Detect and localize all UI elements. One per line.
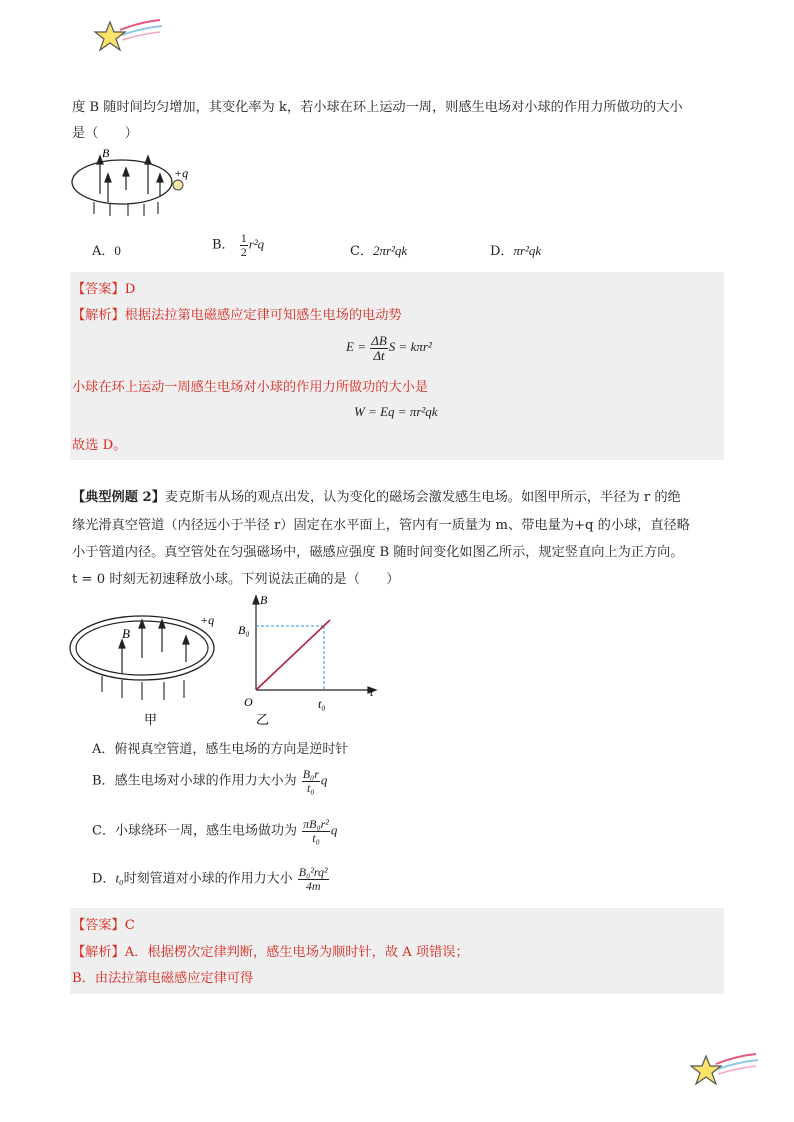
q2-b-t-graph [234,588,384,730]
q2-answer: 【答案】C [72,918,135,933]
q1-option-a[interactable]: A．0 [92,243,121,259]
q2-graph-tick-b0: B₀ [238,623,250,637]
q1-stem-line1: 度 B 随时间均匀增加，其变化率为 k，若小球在环上运动一周，则感生电场对小球的作用力所做功的大小 [72,100,683,115]
q2-analysis-2: B．由法拉第电磁感应定律可得 [72,971,254,986]
q1-analysis-2: 小球在环上运动一周感生电场对小球的作用力所做功的大小是 [72,380,429,395]
q1-answer: 【答案】D [72,282,136,297]
q2-option-c[interactable]: C．小球绕环一周，感生电场做功为 $\frac{\text{πB₀r²}}{\text{t₀}}$ q [92,817,338,845]
q2-tube-figure [66,604,236,728]
q1-option-d[interactable]: D．πr²qk [490,243,542,259]
q2-graph-axis-t: t [370,685,374,699]
q1-ring-figure [64,146,204,218]
q2-graph-tick-t0: t₀ [318,697,326,711]
star-logo-bottom-icon [688,1050,760,1092]
q1-option-b[interactable]: B． $\frac{1}{2}$ r²q [212,231,265,259]
q2-option-b[interactable]: B．感生电场对小球的作用力大小为 $\frac{\text{B₀r}}{\text{t₀}}$ q [92,767,328,795]
q1-stem-line2: 是（ ） [72,126,138,141]
q2-graph-origin: O [244,695,253,709]
q2-fig-label-b: B [122,626,130,641]
q1-equation-work: W = Eq = πr²qk [354,404,438,419]
q2-graph-axis-b: B [260,593,268,607]
q2-option-d[interactable]: D．t₀时刻管道对小球的作用力大小 $\frac{\text{B₀²rq²}}{4m}$ [92,865,328,893]
q2-fig-label-q: +q [200,613,215,627]
q2-fig-caption-jia: 甲 [144,712,158,727]
q1-equation-emf: E = $\frac{\Delta B}{\Delta t}$ S = kπr² [346,333,432,363]
star-logo-top-icon [92,16,164,58]
q2-fig-caption-yi: 乙 [256,712,270,727]
q1-option-c[interactable]: C．2πr²qk [350,243,408,259]
q1-fig-label-b: B [102,146,110,160]
q2-stem-line4: t = 0 时刻无初速释放小球。下列说法正确的是（ ） [72,572,400,587]
q1-answer-box [70,272,724,460]
q1-analysis-3: 故选 D。 [72,438,127,453]
q2-stem-line1: 【典型例题 2】麦克斯韦从场的观点出发，认为变化的磁场会激发感生电场。如图甲所示，半径为 r 的绝 [72,490,681,505]
q2-stem-line3: 小于管道内径。真空管处在匀强磁场中，磁感应强度 B 随时间变化如图乙所示，规定竖直向上为正方向。 [72,545,684,560]
q2-analysis-1: 【解析】A．根据楞次定律判断，感生电场为顺时针，故 A 项错误； [72,945,469,960]
q2-stem-line2: 缘光滑真空管道（内径远小于半径 r）固定在水平面上，管内有一质量为 m、带电量为+q 的小球，直径略 [72,518,690,533]
q1-fig-label-q: +q [174,166,189,180]
q2-option-a[interactable]: A．俯视真空管道，感生电场的方向是逆时针 [92,742,349,757]
q1-analysis-1: 【解析】根据法拉第电磁感应定律可知感生电场的电动势 [72,308,402,323]
